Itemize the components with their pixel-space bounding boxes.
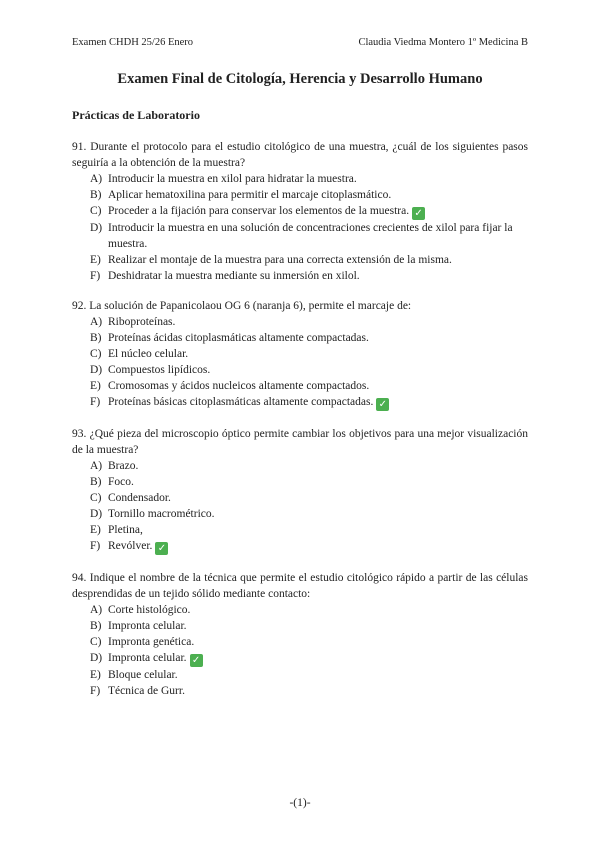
option: [72, 314, 528, 330]
option-letter: B): [90, 332, 102, 344]
option: [72, 362, 528, 378]
option-text: Condensador.: [108, 492, 171, 504]
option: [72, 634, 528, 650]
option-text: Revólver.: [108, 540, 153, 552]
option-letter: E): [90, 524, 101, 536]
option-letter: C): [90, 348, 102, 360]
page-header: [72, 37, 528, 48]
question-91: [72, 139, 528, 284]
option-text: Proteínas ácidas citoplasmáticas altamente compactadas.: [108, 332, 369, 344]
option-text: Tornillo macrométrico.: [108, 508, 215, 520]
option: [72, 268, 528, 284]
option: [72, 538, 528, 555]
option-letter: D): [90, 652, 103, 664]
option-letter: F): [90, 270, 101, 282]
question-92: [72, 298, 528, 411]
option-text: Aplicar hematoxilina para permitir el marcaje citoplasmático.: [108, 189, 392, 201]
option-text: Compuestos lipídicos.: [108, 364, 211, 376]
question-text: 91. Durante el protocolo para el estudio citológico de una muestra, ¿cuál de los siguientes pasos seguiría a la obtención de la muestra?: [72, 141, 528, 169]
option-text: Realizar el montaje de la muestra para una correcta extensión de la misma.: [108, 254, 452, 266]
option: [72, 171, 528, 187]
option-text: Deshidratar la muestra mediante su inmersión en xilol.: [108, 270, 360, 282]
option-letter: A): [90, 460, 103, 472]
option: [72, 667, 528, 683]
option-text: Pletina,: [108, 524, 143, 536]
option-text: Brazo.: [108, 460, 139, 472]
page-number: -(1)-: [289, 797, 311, 809]
option: [72, 330, 528, 346]
option: [72, 683, 528, 699]
options-list: [72, 602, 528, 699]
option-letter: E): [90, 669, 101, 681]
header-left: Examen CHDH 25/26 Enero: [72, 37, 194, 48]
option-letter: F): [90, 685, 101, 697]
check-mark-icon: ✓: [155, 542, 168, 555]
option-text: Impronta celular.: [108, 652, 187, 664]
option-letter: D): [90, 222, 103, 234]
question-text: 92. La solución de Papanicolaou OG 6 (naranja 6), permite el marcaje de:: [72, 300, 412, 312]
option: [72, 602, 528, 618]
option-text: Cromosomas y ácidos nucleicos altamente compactados.: [108, 380, 370, 392]
option-letter: C): [90, 205, 102, 217]
check-mark-icon: ✓: [190, 654, 203, 667]
option-letter: D): [90, 508, 103, 520]
option: [72, 522, 528, 538]
option-text: El núcleo celular.: [108, 348, 189, 360]
option: [72, 618, 528, 634]
option: [72, 506, 528, 522]
options-list: [72, 314, 528, 411]
option-text: Bloque celular.: [108, 669, 178, 681]
option-letter: C): [90, 492, 102, 504]
option: [72, 490, 528, 506]
option: [72, 187, 528, 203]
option: [72, 458, 528, 474]
option-letter: B): [90, 189, 102, 201]
question-text: 93. ¿Qué pieza del microscopio óptico permite cambiar los objetivos para una mejor visualización de la muestra?: [72, 428, 528, 456]
option-text: Impronta genética.: [108, 636, 195, 648]
header-right: Claudia Viedma Montero 1º Medicina B: [358, 37, 528, 48]
option-text: Técnica de Gurr.: [108, 685, 185, 697]
option: [72, 650, 528, 667]
option: [72, 394, 528, 411]
option-text: Introducir la muestra en xilol para hidratar la muestra.: [108, 173, 357, 185]
option: [72, 220, 528, 252]
question-text: 94. Indique el nombre de la técnica que permite el estudio citológico rápido a partir de las células desprendidas de un tejido sólido mediante contacto:: [72, 572, 528, 600]
section-heading: Prácticas de Laboratorio: [72, 108, 200, 122]
check-mark-icon: ✓: [412, 207, 425, 220]
option-text: Proteínas básicas citoplasmáticas altamente compactadas.: [108, 396, 374, 408]
option-text: Corte histológico.: [108, 604, 191, 616]
option: [72, 252, 528, 268]
page-title: Examen Final de Citología, Herencia y Desarrollo Humano: [117, 71, 483, 87]
question-93: [72, 426, 528, 555]
question-94: [72, 570, 528, 699]
option-text: Proceder a la fijación para conservar los elementos de la muestra.: [108, 205, 410, 217]
option: [72, 474, 528, 490]
options-list: [72, 171, 528, 284]
option-letter: B): [90, 476, 102, 488]
option-letter: F): [90, 540, 101, 552]
option-letter: A): [90, 604, 103, 616]
option-letter: B): [90, 620, 102, 632]
option-letter: C): [90, 636, 102, 648]
options-list: [72, 458, 528, 555]
option-text: Introducir la muestra en una solución de concentraciones crecientes de xilol para fijar la muestra.: [108, 222, 513, 250]
option-letter: A): [90, 316, 103, 328]
option-text: Impronta celular.: [108, 620, 187, 632]
check-mark-icon: ✓: [376, 398, 389, 411]
option-letter: F): [90, 396, 101, 408]
option: [72, 346, 528, 362]
option-letter: E): [90, 380, 101, 392]
option-letter: E): [90, 254, 101, 266]
option-letter: A): [90, 173, 103, 185]
option-text: Riboproteínas.: [108, 316, 176, 328]
option-text: Foco.: [108, 476, 134, 488]
option: [72, 203, 528, 220]
option-letter: D): [90, 364, 103, 376]
option: [72, 378, 528, 394]
